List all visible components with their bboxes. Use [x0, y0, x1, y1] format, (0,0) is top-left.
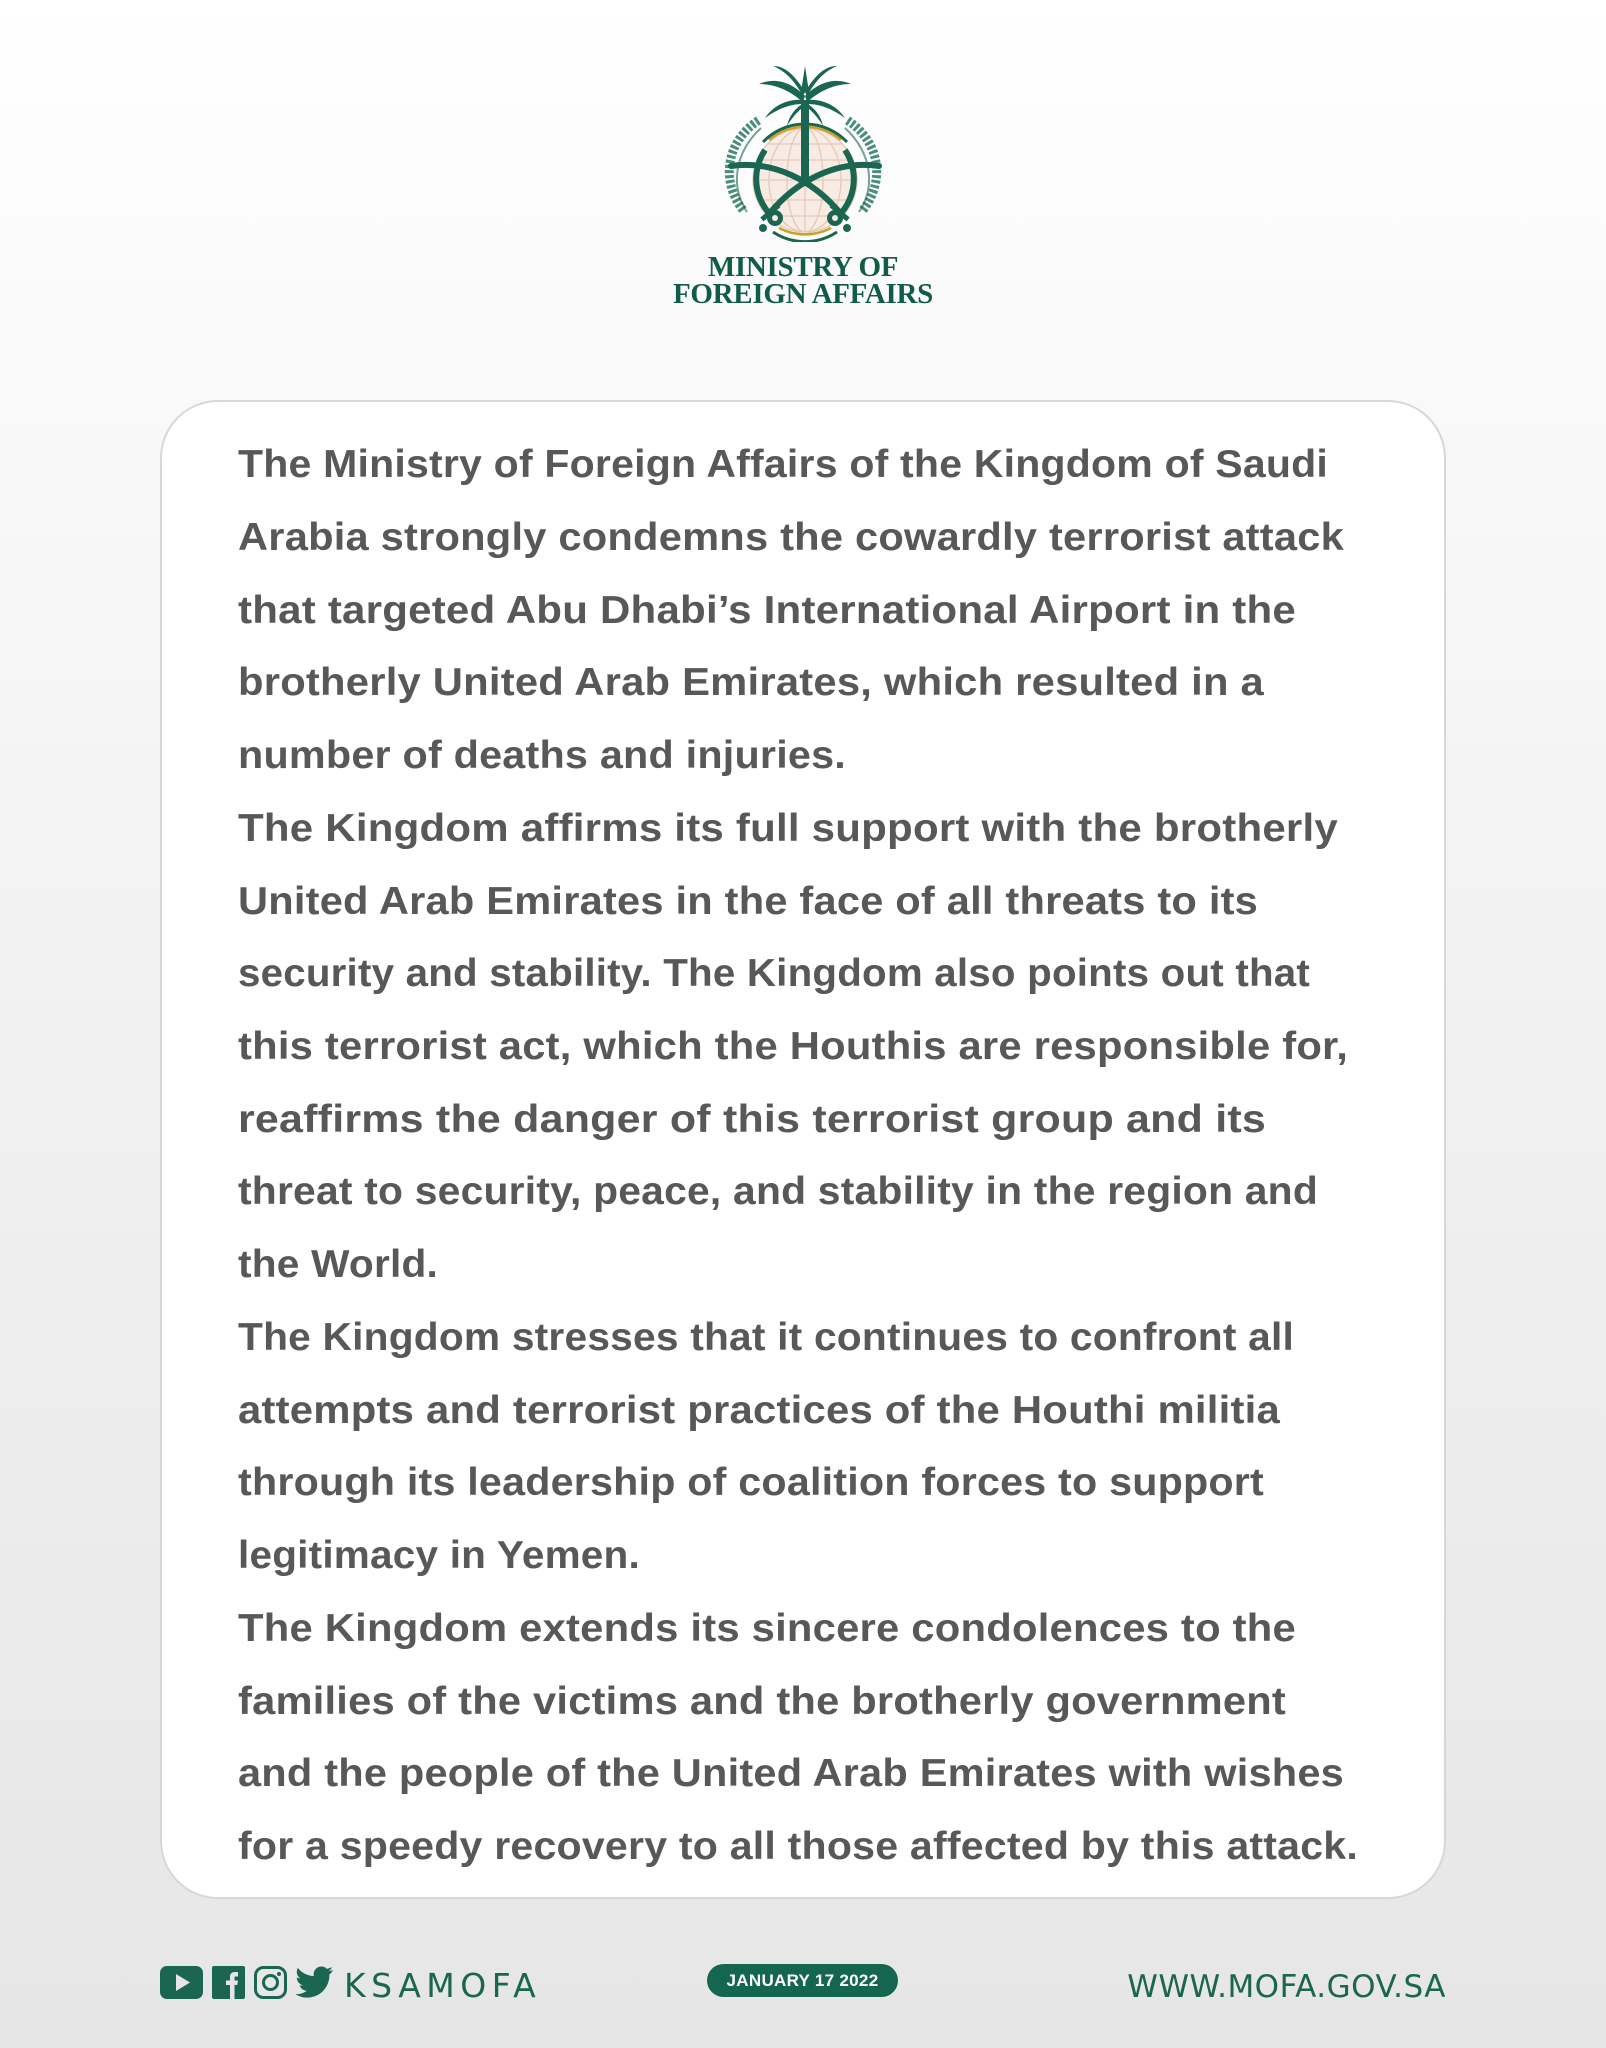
- statement-line: United Arab Emirates in the face of all threats to its: [238, 880, 1259, 923]
- youtube-icon[interactable]: [160, 1966, 203, 1999]
- statement-line: The Kingdom extends its sincere condolences to the: [238, 1607, 1296, 1650]
- statement-line: Arabia strongly condemns the cowardly terrorist attack: [238, 516, 1344, 559]
- statement-line: threat to security, peace, and stability in the region and: [238, 1170, 1318, 1213]
- social-links: [160, 1964, 343, 2000]
- statement-line: through its leadership of coalition forces to support: [238, 1461, 1264, 1504]
- statement-line: The Kingdom affirms its full support with the brotherly: [238, 807, 1338, 850]
- statement-line: this terrorist act, which the Houthis are responsible for,: [238, 1025, 1349, 1068]
- statement-line: that targeted Abu Dhabi’s International Airport in the: [238, 589, 1296, 632]
- statement-line: The Ministry of Foreign Affairs of the Kingdom of Saudi: [238, 443, 1329, 486]
- statement-line: for a speedy recovery to all those affected by this attack.: [238, 1825, 1358, 1868]
- date-badge: JANUARY 17 2022: [707, 1964, 898, 1997]
- social-handle[interactable]: KSAMOFA: [344, 1966, 542, 2005]
- website-link[interactable]: WWW.MOFA.GOV.SA: [1127, 1969, 1446, 2005]
- facebook-icon[interactable]: [212, 1966, 245, 1999]
- statement-line: attempts and terrorist practices of the Houthi militia: [238, 1389, 1280, 1432]
- statement-line: brotherly United Arab Emirates, which resulted in a: [238, 661, 1264, 704]
- statement-line: security and stability. The Kingdom also points out that: [238, 952, 1311, 995]
- statement-line: the World.: [238, 1243, 438, 1286]
- statement-line: and the people of the United Arab Emirates with wishes: [238, 1752, 1344, 1795]
- statement-line: reaffirms the danger of this terrorist group and its: [238, 1098, 1267, 1141]
- twitter-icon[interactable]: [296, 1966, 334, 1999]
- statement-line: number of deaths and injuries.: [238, 734, 847, 777]
- ministry-name-line1: MINISTRY OF: [707, 251, 899, 283]
- ministry-name-line2: FOREIGN AFFAIRS: [672, 278, 933, 310]
- statement-line: The Kingdom stresses that it continues to confront all: [238, 1316, 1295, 1359]
- footer: [0, 1950, 1606, 2020]
- header-logo: [0, 0, 1606, 320]
- statement-line: families of the victims and the brotherly government: [238, 1680, 1287, 1723]
- instagram-icon[interactable]: [254, 1966, 287, 1999]
- statement-line: legitimacy in Yemen.: [238, 1534, 640, 1577]
- ministry-emblem-icon: [703, 62, 903, 242]
